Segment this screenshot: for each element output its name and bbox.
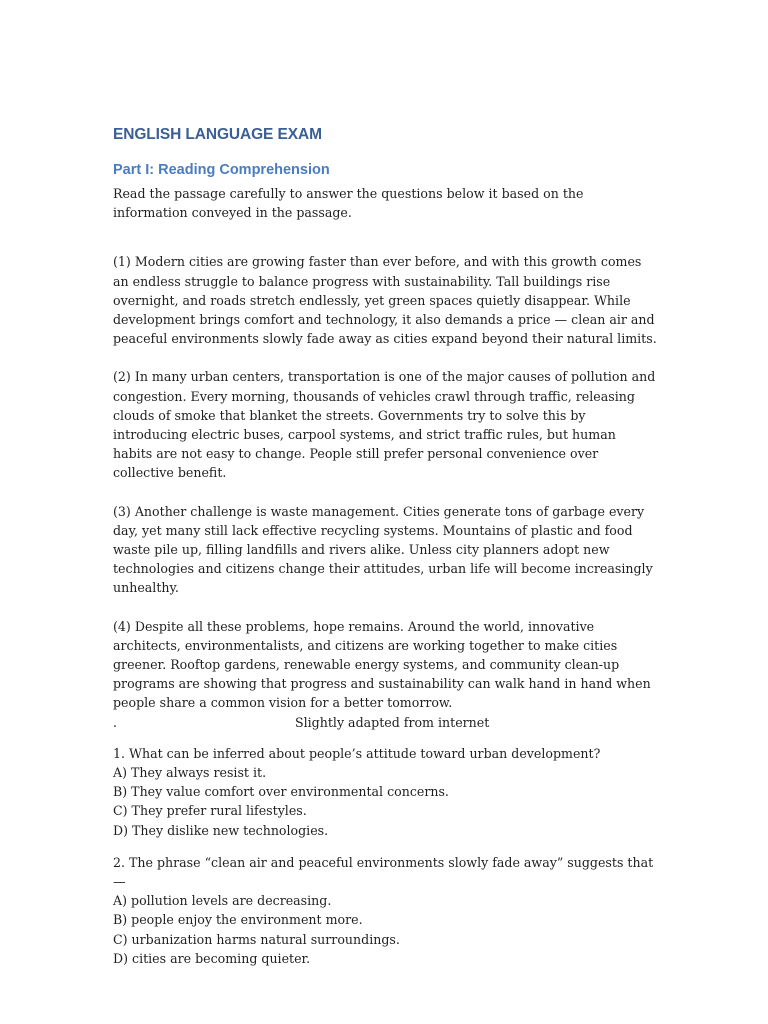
source-line [113,713,658,732]
question-1 [113,744,658,840]
question-stem: 2. The phrase “clean air and peaceful environments slowly fade away” suggests that— [113,854,654,890]
answer-option: A) pollution levels are decreasing. [113,893,332,909]
passage-paragraph-2: (2) In many urban centers, transportation is one of the major causes of pollution and congestion. Every morning, thousands of vehicles crawl through traffic, releasing clouds of smoke that blanket the streets. Governments try to solve this by introducing electric buses, carpool systems, and strict traffic rules, but human habits are not easy to change. People still prefer personal convenience over collective benefit. [113,369,656,481]
answer-option: D) cities are becoming quieter. [113,950,311,966]
answer-option: B) They value comfort over environmental concerns. [113,784,449,800]
source-attribution: Slightly adapted from internet [295,714,490,730]
answer-option: B) people enjoy the environment more. [113,912,363,928]
instructions-text: Read the passage carefully to answer the questions below it based on the information conveyed in the passage. [113,186,584,221]
exam-title: ENGLISH LANGUAGE EXAM [113,126,322,143]
source-dot: . [113,714,118,730]
part-heading: Part I: Reading Comprehension [113,162,330,178]
answer-option: C) They prefer rural lifestyles. [113,803,307,819]
document-content [113,122,658,968]
reading-passage [113,252,658,731]
passage-paragraph-3: (3) Another challenge is waste management. Cities generate tons of garbage every day, yet many still lack effective recycling systems. Mountains of plastic and food waste pile up, filling landfills and rivers alike. Unless city planners adopt new technologies and citizens change their attitudes, urban life will become increasingly unhealthy. [113,503,653,596]
passage-paragraph-4: (4) Despite all these problems, hope remains. Around the world, innovative architects, environmentalists, and citizens are working together to make cities greener. Rooftop gardens, renewable energy systems, and community clean-up programs are showing that progress and sustainability can walk hand in hand when people share a common vision for a better tomorrow. [113,618,651,711]
answer-option: D) They dislike new technologies. [113,822,329,838]
question-2 [113,853,658,968]
answer-option: A) They always resist it. [113,765,267,781]
question-stem: 1. What can be inferred about people’s attitude toward urban development? [113,745,601,761]
answer-option: C) urbanization harms natural surroundings. [113,931,400,947]
passage-paragraph-1: (1) Modern cities are growing faster than ever before, and with this growth comes an endless struggle to balance progress with sustainability. Tall buildings rise overnight, and roads stretch endlessly, yet green spaces quietly disappear. While development brings comfort and technology, it also demands a price — clean air and peaceful environments slowly fade away as cities expand beyond their natural limits. [113,254,657,347]
